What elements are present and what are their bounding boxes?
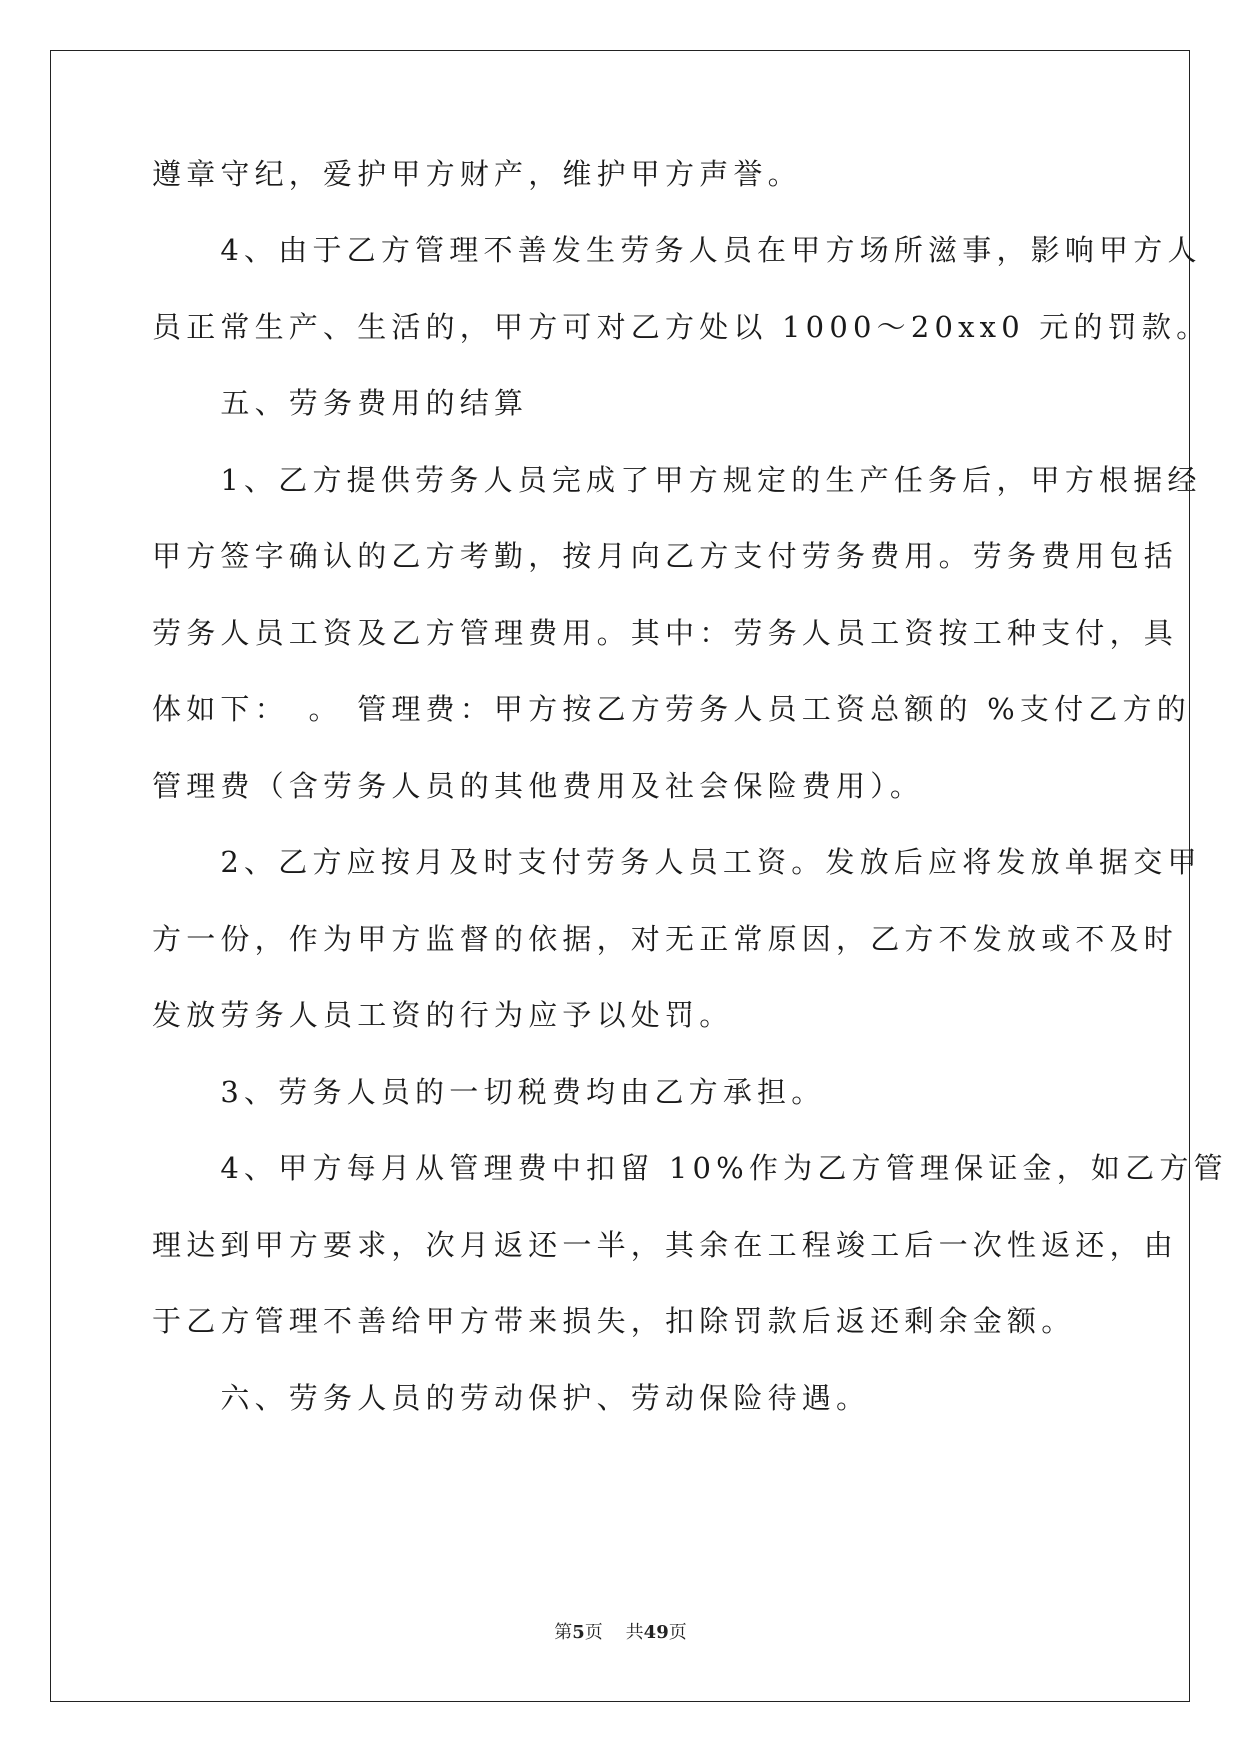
text-line: 1、乙方提供劳务人员完成了甲方规定的生产任务后，甲方根据经 xyxy=(152,463,1202,497)
section-heading: 五、劳务费用的结算 xyxy=(152,386,529,420)
total-prefix: 共 xyxy=(625,1622,644,1643)
text-line: 2、乙方应按月及时支付劳务人员工资。发放后应将发放单据交甲 xyxy=(152,845,1202,879)
text-line: 于乙方管理不善给甲方带来损失，扣除罚款后返还剩余金额。 xyxy=(152,1304,1076,1338)
page-footer xyxy=(0,1618,1241,1644)
text-line: 发放劳务人员工资的行为应予以处罚。 xyxy=(152,998,734,1032)
text-line: 甲方签字确认的乙方考勤，按月向乙方支付劳务费用。劳务费用包括 xyxy=(152,539,1179,573)
text-line: 理达到甲方要求，次月返还一半，其余在工程竣工后一次性返还，由 xyxy=(152,1228,1179,1262)
page-suffix: 页 xyxy=(584,1622,603,1643)
text-line: 管理费（含劳务人员的其他费用及社会保险费用）。 xyxy=(152,769,925,803)
text-line: 4、由于乙方管理不善发生劳务人员在甲方场所滋事，影响甲方人 xyxy=(152,233,1202,267)
text-line: 体如下： 。 管理费：甲方按乙方劳务人员工资总额的 %支付乙方的 xyxy=(152,692,1191,726)
page-prefix: 第 xyxy=(554,1622,573,1643)
text-line: 劳务人员工资及乙方管理费用。其中：劳务人员工资按工种支付，具 xyxy=(152,616,1179,650)
total-suffix: 页 xyxy=(668,1622,687,1643)
text-line: 遵章守纪，爱护甲方财产，维护甲方声誉。 xyxy=(152,157,802,191)
text-line: 方一份，作为甲方监督的依据，对无正常原因，乙方不发放或不及时 xyxy=(152,922,1179,956)
page-number: 5 xyxy=(572,1622,585,1643)
section-heading: 六、劳务人员的劳动保护、劳动保险待遇。 xyxy=(152,1381,871,1415)
text-line: 员正常生产、生活的，甲方可对乙方处以 1000～20xx0 元的罚款。 xyxy=(152,310,1211,344)
text-line: 4、甲方每月从管理费中扣留 10%作为乙方管理保证金，如乙方管 xyxy=(152,1151,1228,1185)
text-line: 3、劳务人员的一切税费均由乙方承担。 xyxy=(152,1075,826,1109)
total-pages: 49 xyxy=(643,1622,669,1643)
